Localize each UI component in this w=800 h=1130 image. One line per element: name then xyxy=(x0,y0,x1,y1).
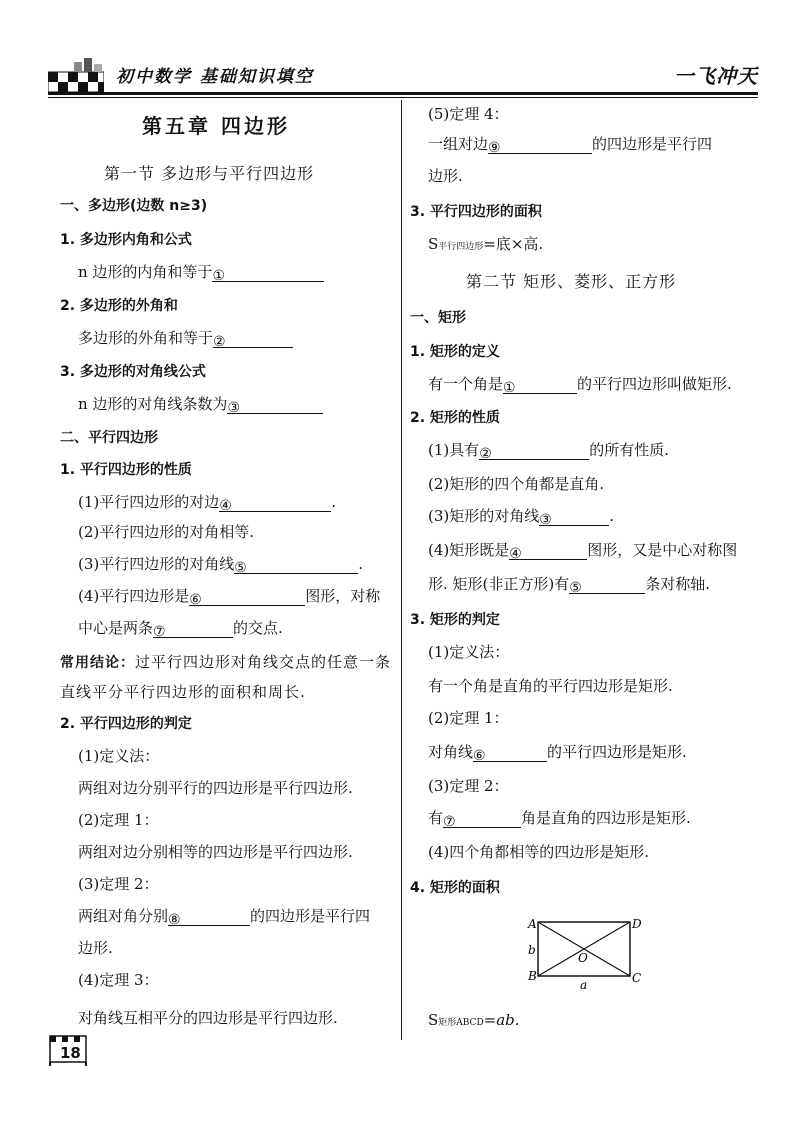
text-line: 边形. xyxy=(78,939,113,957)
text-line: 两组对边分别相等的四边形是平行四边形. xyxy=(78,843,353,861)
text-line: (5)定理 4： xyxy=(428,105,509,123)
part-heading: 一、矩形 xyxy=(410,310,466,326)
text-line: (2)定理 1： xyxy=(428,709,509,727)
conclusion-label: 常用结论： xyxy=(60,655,135,671)
text: . xyxy=(358,555,364,573)
blank-number: ④ xyxy=(219,498,232,514)
fill-line xyxy=(428,808,691,828)
fill-line xyxy=(78,906,370,926)
text-line: 有一个角是直角的平行四边形是矩形. xyxy=(428,677,673,695)
answer-blank[interactable] xyxy=(539,509,609,526)
text: (3)平行四边形的对角线 xyxy=(78,555,235,573)
text: (1)平行四边形的对边 xyxy=(78,493,220,511)
text: =ab. xyxy=(483,1011,520,1029)
text-line: (4)四个角都相等的四边形是矩形. xyxy=(428,843,650,861)
label-side-b: b xyxy=(528,943,536,957)
text-line: (3)定理 2： xyxy=(428,777,509,795)
item-heading: 2. 矩形的性质 xyxy=(410,410,500,426)
label-d-vertex: D xyxy=(632,917,642,931)
fill-line xyxy=(78,586,380,606)
text: 多边形的外角和等于 xyxy=(78,329,214,347)
text: . xyxy=(609,507,615,525)
blank-number: ⑤ xyxy=(234,560,247,576)
text: 条对称轴. xyxy=(645,575,711,593)
blank-number: ② xyxy=(213,334,226,350)
text: 两组对角分别 xyxy=(78,907,169,925)
fill-line xyxy=(78,618,283,638)
blank-number: ④ xyxy=(509,546,522,562)
section-title: 第二节 矩形、菱形、正方形 xyxy=(466,272,677,291)
label-o-center: O xyxy=(578,951,588,965)
text: 过平行四边形对角线交点的任意一条 xyxy=(135,653,392,671)
text: 对角线 xyxy=(428,743,474,761)
answer-blank[interactable] xyxy=(168,909,250,926)
chapter-title: 第五章 四边形 xyxy=(142,114,290,138)
part-heading: 二、平行四边形 xyxy=(60,430,158,446)
symbol: S xyxy=(428,235,439,253)
item-heading: 2. 多边形的外角和 xyxy=(60,298,178,314)
text: =底×高. xyxy=(483,235,544,253)
header-rule-thin xyxy=(48,97,758,98)
item-heading: 3. 多边形的对角线公式 xyxy=(60,364,206,380)
label-c-vertex: C xyxy=(632,971,642,985)
answer-blank[interactable] xyxy=(153,621,233,638)
text: 的交点. xyxy=(233,619,283,637)
label-side-a: a xyxy=(580,978,588,992)
text: n 边形的对角线条数为 xyxy=(78,395,228,413)
item-heading: 1. 多边形内角和公式 xyxy=(60,232,192,248)
fill-line xyxy=(78,328,293,348)
part-heading: 一、多边形(边数 n≥3) xyxy=(60,198,208,214)
text: 形. 矩形(非正方形)有 xyxy=(428,575,570,593)
item-heading: 2. 平行四边形的判定 xyxy=(60,716,192,732)
text: 图形，又是中心对称图 xyxy=(587,541,738,559)
answer-blank[interactable] xyxy=(212,265,324,282)
fill-line xyxy=(78,554,363,574)
answer-blank[interactable] xyxy=(213,331,293,348)
blank-number: ⑦ xyxy=(153,624,166,640)
answer-blank[interactable] xyxy=(509,543,587,560)
label-a-vertex: A xyxy=(528,917,537,931)
conclusion-line xyxy=(60,652,391,673)
item-heading: 4. 矩形的面积 xyxy=(410,880,500,896)
text: 角是直角的四边形是矩形. xyxy=(521,809,691,827)
checker-flag-icon xyxy=(48,58,104,92)
answer-blank[interactable] xyxy=(569,577,645,594)
page-header xyxy=(48,58,758,94)
fill-line xyxy=(428,440,669,460)
text-line: (1)定义法： xyxy=(78,747,160,765)
subscript: 平行四边形 xyxy=(438,242,484,252)
fill-line xyxy=(428,374,732,394)
symbol: S xyxy=(428,1011,439,1029)
label-b-vertex: B xyxy=(528,969,537,983)
blank-number: ① xyxy=(212,268,225,284)
page-number: 18 xyxy=(60,1044,81,1062)
text: 一组对边 xyxy=(428,135,489,153)
conclusion-line: 直线平分平行四边形的面积和周长. xyxy=(60,683,306,701)
column-divider xyxy=(401,100,402,1040)
answer-blank[interactable] xyxy=(488,137,592,154)
text: 有一个角是 xyxy=(428,375,504,393)
text: 的平行四边形是矩形. xyxy=(547,743,687,761)
text-line: (2)平行四边形的对角相等. xyxy=(78,523,255,541)
text-line: (4)定理 3： xyxy=(78,971,159,989)
blank-number: ③ xyxy=(539,512,552,528)
header-rule xyxy=(48,92,758,95)
fill-line xyxy=(78,492,336,512)
header-subject: 初中数学 基础知识填空 xyxy=(116,67,314,87)
section-title: 第一节 多边形与平行四边形 xyxy=(104,164,315,183)
rectangle-diagram xyxy=(520,912,650,992)
fill-line xyxy=(428,134,712,154)
text: 有 xyxy=(428,809,444,827)
text: 中心是两条 xyxy=(78,619,154,637)
subscript: 矩形ABCD xyxy=(438,1018,484,1028)
text-line: 对角线互相平分的四边形是平行四边形. xyxy=(78,1009,338,1027)
text: (3)矩形的对角线 xyxy=(428,507,540,525)
text: . xyxy=(331,493,337,511)
answer-blank[interactable] xyxy=(219,495,331,512)
fill-line xyxy=(78,394,323,414)
answer-blank[interactable] xyxy=(479,443,589,460)
answer-blank[interactable] xyxy=(227,397,323,414)
text: 的四边形是平行四 xyxy=(592,135,713,153)
text-line: (2)矩形的四个角都是直角. xyxy=(428,475,605,493)
blank-number: ② xyxy=(479,446,492,462)
header-brand: 一飞冲天 xyxy=(674,64,758,88)
item-heading: 1. 矩形的定义 xyxy=(410,344,500,360)
fill-line xyxy=(428,742,687,762)
text: 图形，对称 xyxy=(305,587,381,605)
fill-line xyxy=(428,506,614,526)
answer-blank[interactable] xyxy=(443,811,521,828)
item-heading: 1. 平行四边形的性质 xyxy=(60,462,192,478)
text-line: 边形. xyxy=(428,167,463,185)
item-heading: 3. 矩形的判定 xyxy=(410,612,500,628)
formula-line xyxy=(428,234,543,257)
text-line: (2)定理 1： xyxy=(78,811,159,829)
text-line: (1)定义法： xyxy=(428,643,510,661)
blank-number: ⑥ xyxy=(189,592,202,608)
item-heading: 3. 平行四边形的面积 xyxy=(410,204,542,220)
text: (4)矩形既是 xyxy=(428,541,510,559)
text-line: (3)定理 2： xyxy=(78,875,159,893)
fill-line xyxy=(428,540,737,560)
blank-number: ⑥ xyxy=(473,748,486,764)
blank-number: ③ xyxy=(227,400,240,416)
text: 的所有性质. xyxy=(589,441,670,459)
text: 的四边形是平行四 xyxy=(250,907,371,925)
blank-number: ① xyxy=(503,380,516,396)
blank-number: ⑧ xyxy=(168,912,181,928)
text: n 边形的内角和等于 xyxy=(78,263,213,281)
fill-line xyxy=(78,262,324,282)
text: 的平行四边形叫做矩形. xyxy=(577,375,732,393)
blank-number: ⑦ xyxy=(443,814,456,830)
text-line: 两组对边分别平行的四边形是平行四边形. xyxy=(78,779,353,797)
blank-number: ⑨ xyxy=(488,140,501,156)
text: (4)平行四边形是 xyxy=(78,587,190,605)
answer-blank[interactable] xyxy=(234,557,358,574)
answer-blank[interactable] xyxy=(189,589,305,606)
blank-number: ⑤ xyxy=(569,580,582,596)
answer-blank[interactable] xyxy=(473,745,547,762)
formula-line xyxy=(428,1010,520,1033)
fill-line xyxy=(428,574,710,594)
text: (1)具有 xyxy=(428,441,480,459)
answer-blank[interactable] xyxy=(503,377,577,394)
